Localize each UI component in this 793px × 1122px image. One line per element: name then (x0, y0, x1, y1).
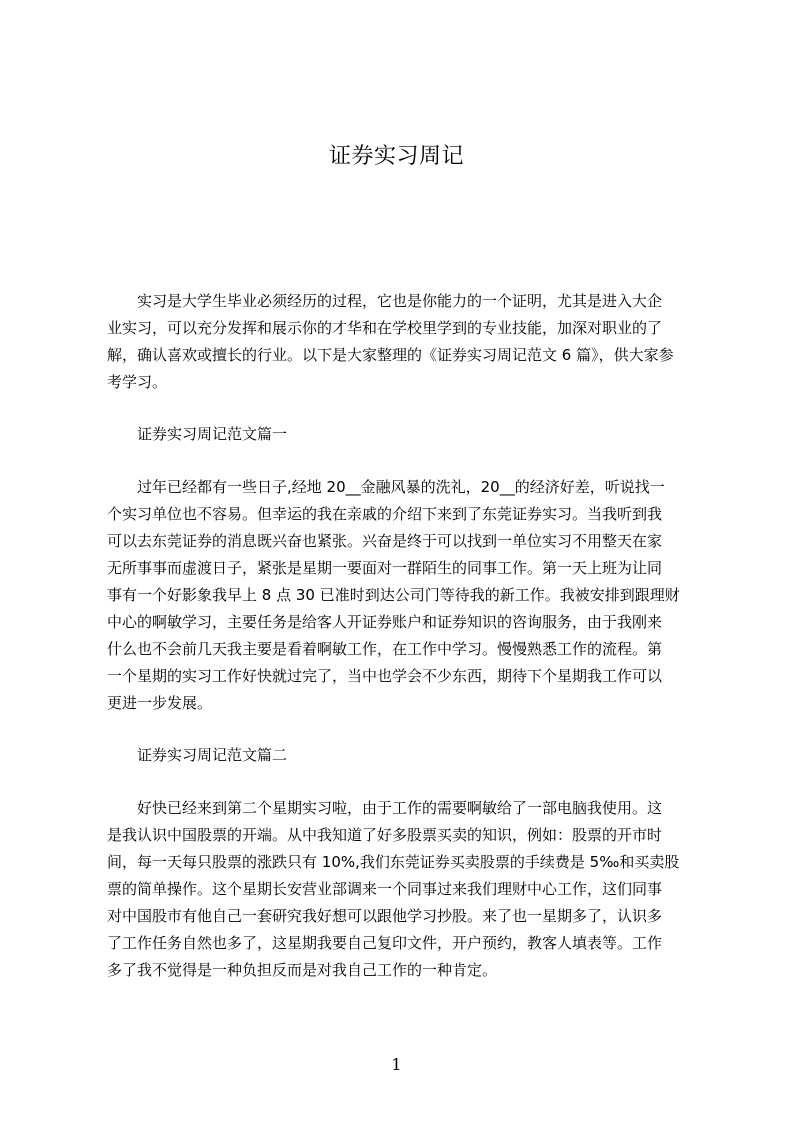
paragraph-line: 间，每一天每只股票的涨跌只有 10%,我们东莞证券买卖股票的手续费是 5‰和买卖股 (107, 853, 680, 871)
paragraph-line: 一个星期的实习工作好快就过完了，当中也学会不少东西，期待下个星期我工作可以 (107, 667, 663, 685)
paragraph-line: 是我认识中国股票的开端。从中我知道了好多股票买卖的知识，例如：股票的开市时 (107, 826, 663, 844)
paragraph-line: 什么也不会前几天我主要是看着啊敏工作，在工作中学习。慢慢熟悉工作的流程。第 (107, 640, 663, 658)
paragraph-line: 票的简单操作。这个星期长安营业部调来一个同事过来我们理财中心工作，这们同事 (107, 880, 663, 898)
section-2-paragraph (107, 795, 698, 984)
paragraph-line: 中心的啊敏学习，主要任务是给客人开证券账户和证券知识的咨询服务，由于我刚来 (107, 613, 663, 631)
paragraph-line: 解，确认喜欢或擅长的行业。以下是大家整理的《证券实习周记范文 6 篇》，供大家参 (107, 346, 674, 364)
intro-paragraph (107, 288, 698, 396)
paragraph-line: 过年已经都有一些日子,经地 20__金融风暴的洗礼，20__的经济好差，听说找一 (137, 478, 665, 496)
paragraph-line: 事有一个好影象我早上 8 点 30 已准时到达公司门等待我的新工作。我被安排到跟理财 (107, 586, 680, 604)
paragraph-line: 了工作任务自然也多了，这星期我要自己复印文件，开户预约，教客人填表等。工作 (107, 934, 663, 952)
section-1-paragraph (107, 474, 698, 717)
paragraph-line: 多了我不觉得是一种负担反而是对我自己工作的一种肯定。 (107, 961, 498, 979)
paragraph-line: 考学习。 (107, 373, 168, 391)
paragraph-line: 对中国股市有他自己一套研究我好想可以跟他学习抄股。来了也一星期多了，认识多 (107, 907, 663, 925)
paragraph-line: 更进一步发展。 (107, 694, 213, 712)
paragraph-line: 实习是大学生毕业必须经历的过程，它也是你能力的一个证明，尤其是进入大企 (137, 292, 663, 310)
document-title: 证券实习周记 (328, 144, 464, 169)
paragraph-line: 好快已经来到第二个星期实习啦，由于工作的需要啊敏给了一部电脑我使用。这 (137, 799, 663, 817)
paragraph-line: 个实习单位也不容易。但幸运的我在亲戚的介绍下来到了东莞证券实习。当我听到我 (107, 505, 663, 523)
paragraph-line: 业实习，可以充分发挥和展示你的才华和在学校里学到的专业技能，加深对职业的了 (107, 319, 663, 337)
page-number: 1 (391, 1055, 402, 1074)
paragraph-line: 无所事事而虚渡日子，紧张是星期一要面对一群陌生的同事工作。第一天上班为让同 (107, 559, 663, 577)
section-heading-1: 证券实习周记范文篇一 (137, 425, 288, 443)
paragraph-line: 可以去东莞证券的消息既兴奋也紧张。兴奋是终于可以找到一单位实习不用整天在家 (107, 532, 663, 550)
section-heading-2: 证券实习周记范文篇二 (137, 746, 288, 764)
